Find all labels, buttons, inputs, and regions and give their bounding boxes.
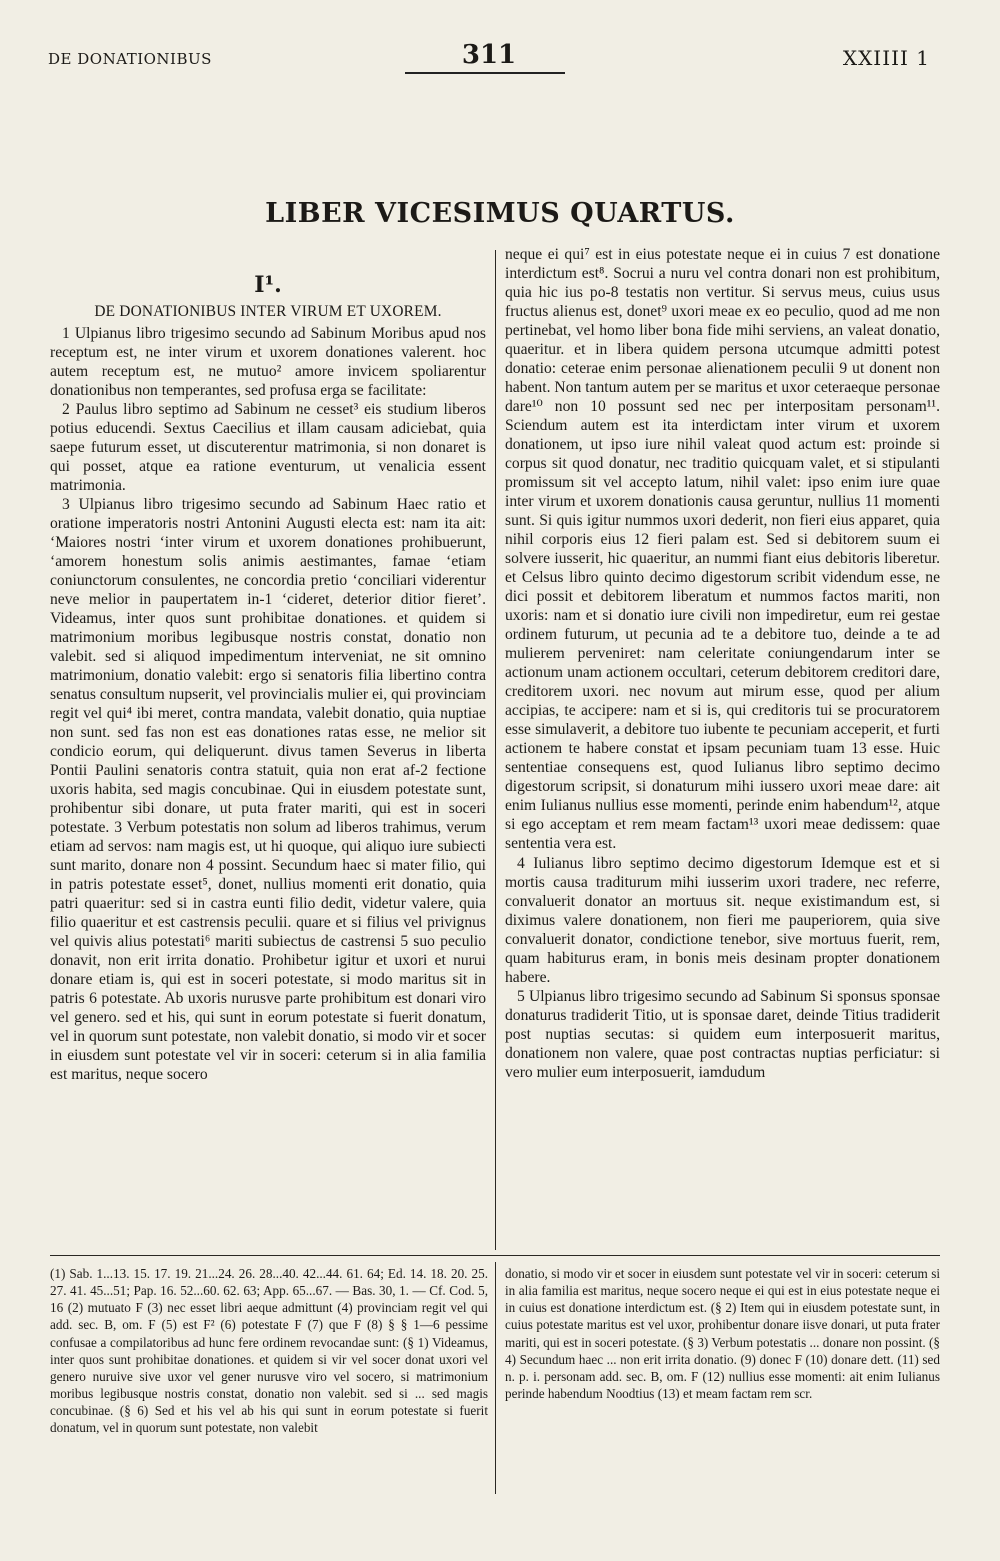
book-title: LIBER VICESIMUS QUARTUS. (265, 198, 735, 229)
footnote-divider (495, 1262, 496, 1494)
text-paragraph: 4 Iulianus libro septimo decimo digestorum Idemque est et si mortis causa traditurum mihi iusserim uxori tradere, nec referre, convaluerit donator an mortuus sit. neque existimandum est, si diximus valere donationem, non fieri me pauperiorem, quia sive convaluerit donator, condictione tenebor, sive mortuus fuerit, rem, quam habiturus eram, in bonis meis desinam propter donationem habere. (505, 854, 940, 986)
title-heading: DE DONATIONIBUS INTER VIRUM ET UXOREM. (94, 302, 442, 320)
footnotes-left (50, 1265, 488, 1437)
footnotes-right (505, 1265, 940, 1402)
footnote-text: donatio, si modo vir et socer in eiusdem sunt potestate vel vir in soceri: ceterum si in alia familia est maritus, neque socero neque ei qui est in eius potestate neque ei in cuius est donatione interdictum est. (§ 2) Item qui in eiusdem potestate sunt, in cuius potestate maritus est vel uxor, prohibentur donare iisve donari, ut puta frater mariti, qui est in soceri potestate. (§ 3) Verbum potestatis ... donare non possint. (§ 4) Secundum haec ... non erit irrita donatio. (9) donec F (10) donare dett. (11) sed n. p. i. personam add. sec. B, om. F (12) nullius esse momenti: ait enim Iulianus perinde habendum Noodtius (13) et meam factam rem scr. (505, 1266, 940, 1402)
text-paragraph: neque ei qui⁷ est in eius potestate neque ei in cuius 7 est donatione interdictum est⁸. Socrui a nuru vel contra donari non est prohibitum, quia hic ius po-8 testatis non vertitur. Si servus meus, cuius usus fructus alienus est, donet⁹ uxori meae ex eo peculio, quod ad me non pertinebat, vel homo liber bona fide mihi serviens, an valeat donatio, quaeritur. et in libera quidem persona utcumque admitti potest donatio: ceterae enim personae alienationem peculii 9 ut donent non habent. Non tantum autem per se maritus et uxor ceteraeque personae dare¹⁰ non 10 possunt sed nec per interpositam personam¹¹. Sciendum autem est ita interdictam inter virum et uxorem donationem, ut ipso iure nihil valeat quod actum est: proinde si corpus sit quod donatur, nec traditio quicquam valet, et si stipulanti promissum sit vel accepto latum, nihil valet: ipso enim iure quae inter virum et uxorem donationis causa geruntur, nullius 11 momenti sunt. Si quis igitur nummos uxori dederit, non fieri eius apparet, quia nihil corporis eius 12 fieri palam est. Sed si debitorem suum ei solvere iusserit, hic quaeritur, an nummi fiant eius debitoris liberetur. et Celsus libro quinto decimo digestorum scribit videndum esse, ne dici possit et debitorem liberatum et nummos factos mariti, non uxoris: nam et si donatio iure civili non impediretur, eum rei gestae ordinem futurum, ut pecunia ad te a debitore tuo, deinde a te ad mulierem perveniret: nam celeritate coniungendarum inter se actionum unam actionem occultari, ceterum debitorem creditori dare, creditorem uxori. nec novum aut mirum esse, quod per alium accipias, te accipere: nam et si is, qui creditoris tui se procuratorem esse simulaverit, a debitore tuo iubente te pecuniam acceperit, et furti actionem te habere constat et ipsam pecuniam tuam 13 esse. Huic sententiae consequens est, quod Iulianus libro septimo decimo digestorum scripsit, si donaturum mihi iussero uxori meae dare: ait enim Iulianus nullius esse momenti, perinde enim habendum¹², atque si ego acceptam et rem meam factam¹³ uxori meae dedissem: quae sententia vera est. (505, 246, 940, 853)
footnote-text: (1) Sab. 1...13. 15. 17. 19. 21...24. 26. 28...40. 42...44. 61. 64; Ed. 14. 18. 20. 25. 27. 41. 45...51; Pap. 16. 52...60. 62. 63; App. 65...67. — Bas. 30, 1. — Cf. Cod. 5, 16 (2) mutuato F (3) nec esset libri aeque admittunt (4) provinciam regit vel qui add. sec. B, om. F (5) est F² (6) potestate F (7) que F (8) § § 1—6 pessime confusae a compilatoribus ad hunc fere ordinem revocandae sunt: (§ 1) Videamus, inter quos sunt prohibitae donationes. et quidem si vir vel socer donat uxori vel genero nuruive sive uxor vel gener nurusve viro vel socero, si matrimonium moribus legibusque nostris constat, donatio non valebit. sed si ... sed magis concubinae. (§ 6) Sed et his vel ab his qui sunt in eorum potestate si fuerit donatum, vel in quorum sunt potestate, non valebit (50, 1266, 488, 1436)
text-paragraph: 5 Ulpianus libro trigesimo secundo ad Sabinum Si sponsus sponsae donaturus tradiderit Titio, ut is sponsae daret, deinde Titius tradiderit post nuptias secutas: si quidem eum interposuerit maritus, donationem non valere, quae post contractas nuptias perficiatur: si vero mulier eum interposuerit, iamdudum (505, 987, 940, 1081)
column-divider (495, 250, 496, 1250)
right-column (505, 245, 940, 1082)
text-paragraph: 3 Ulpianus libro trigesimo secundo ad Sabinum Haec ratio et oratione imperatoris nostri Antonini Augusti electa est: nam ita ait: ‘Maiores nostri ‘inter virum et uxorem donationes prohibuerunt, ‘amorem honestum solis animis aestimantes, famae ‘etiam coniunctorum consulentes, ne concordia pretio ‘conciliari viderentur neve melior in paupertatem in-1 ‘cideret, deterior ditior fieret’. Videamus, inter quos sunt prohibitae donationes. et quidem si matrimonium moribus legibusque nostris constat, donatio non valebit. sed si aliquod impedimentum interveniat, ne sit omnino matrimonium, donatio valebit: ergo si senatoris filia libertino contra senatus consultum nupserit, vel provincialis mulier ei, qui provinciam regit vel qui⁴ ibi meret, contra mandata, valebit donatio, quia nuptiae non sunt. sed fas non est eas donationes ratas esse, ne melior sit condicio eorum, qui deliquerunt. divus tamen Severus in liberta Pontii Paulini senatoris contra statuit, quia non erat af-2 fectione uxoris habita, sed magis concubinae. Qui in eiusdem potestate sunt, prohibentur sibi donare, ut puta frater mariti, qui est in soceri potestate. 3 Verbum potestatis non solum ad liberos trahimus, verum etiam ad servos: nam magis est, ut hi quoque, qui aliquo iure subiecti sunt marito, donare non 4 possint. Secundum haec si mater filio, qui in patris potestate esset⁵, donet, nullius momenti erit donatio, quia patri quaeritur: sed si in castra eunti filio dedit, videtur valere, quia filio quaeritur et est castrensis peculii. quare et si filius vel privignus vel quivis alius potestati⁶ mariti subiectus de castrensi 5 suo peculio donavit, non erit irrita donatio. Prohibetur igitur et uxori et nurui donare etiam is, qui est in soceri potestate, si modo maritus sit in patris 6 potestate. Ab uxoris nurusve parte prohibitum est donari viro vel genero. sed et his, qui sunt in eorum potestate si fuerit donatum, vel in quorum sunt potestate, non valebit donatio, si modo vir et socer in eiusdem sunt potestate vel vir in soceri: ceterum si in alia familia est maritus, neque socero (50, 495, 486, 1084)
text-paragraph: 2 Paulus libro septimo ad Sabinum ne cesset³ eis studium liberos potius educendi. Sextus Caecilius et illam causam adiciebat, quia saepe futurum esset, ut discuterentur matrimonia, si non donaret is qui posset, atque ea ratione eventurum, ut venalicia essent matrimonia. (50, 400, 486, 494)
page-number: 311 (461, 40, 517, 70)
footnote-rule (50, 1255, 940, 1256)
running-head (48, 40, 930, 80)
title-number: I¹. (254, 272, 282, 298)
left-column (50, 270, 486, 1084)
running-head-right: XXIIII 1 (842, 46, 930, 70)
text-paragraph: 1 Ulpianus libro trigesimo secundo ad Sabinum Moribus apud nos receptum est, ne inter virum et uxorem donationes valerent. hoc autem receptum est, ne mutuo² amore invicem spoliarentur donationibus non temperantes, sed profusa erga se facilitate: (50, 324, 486, 399)
running-head-left: DE DONATIONIBUS (48, 50, 212, 68)
header-rule (405, 72, 565, 74)
